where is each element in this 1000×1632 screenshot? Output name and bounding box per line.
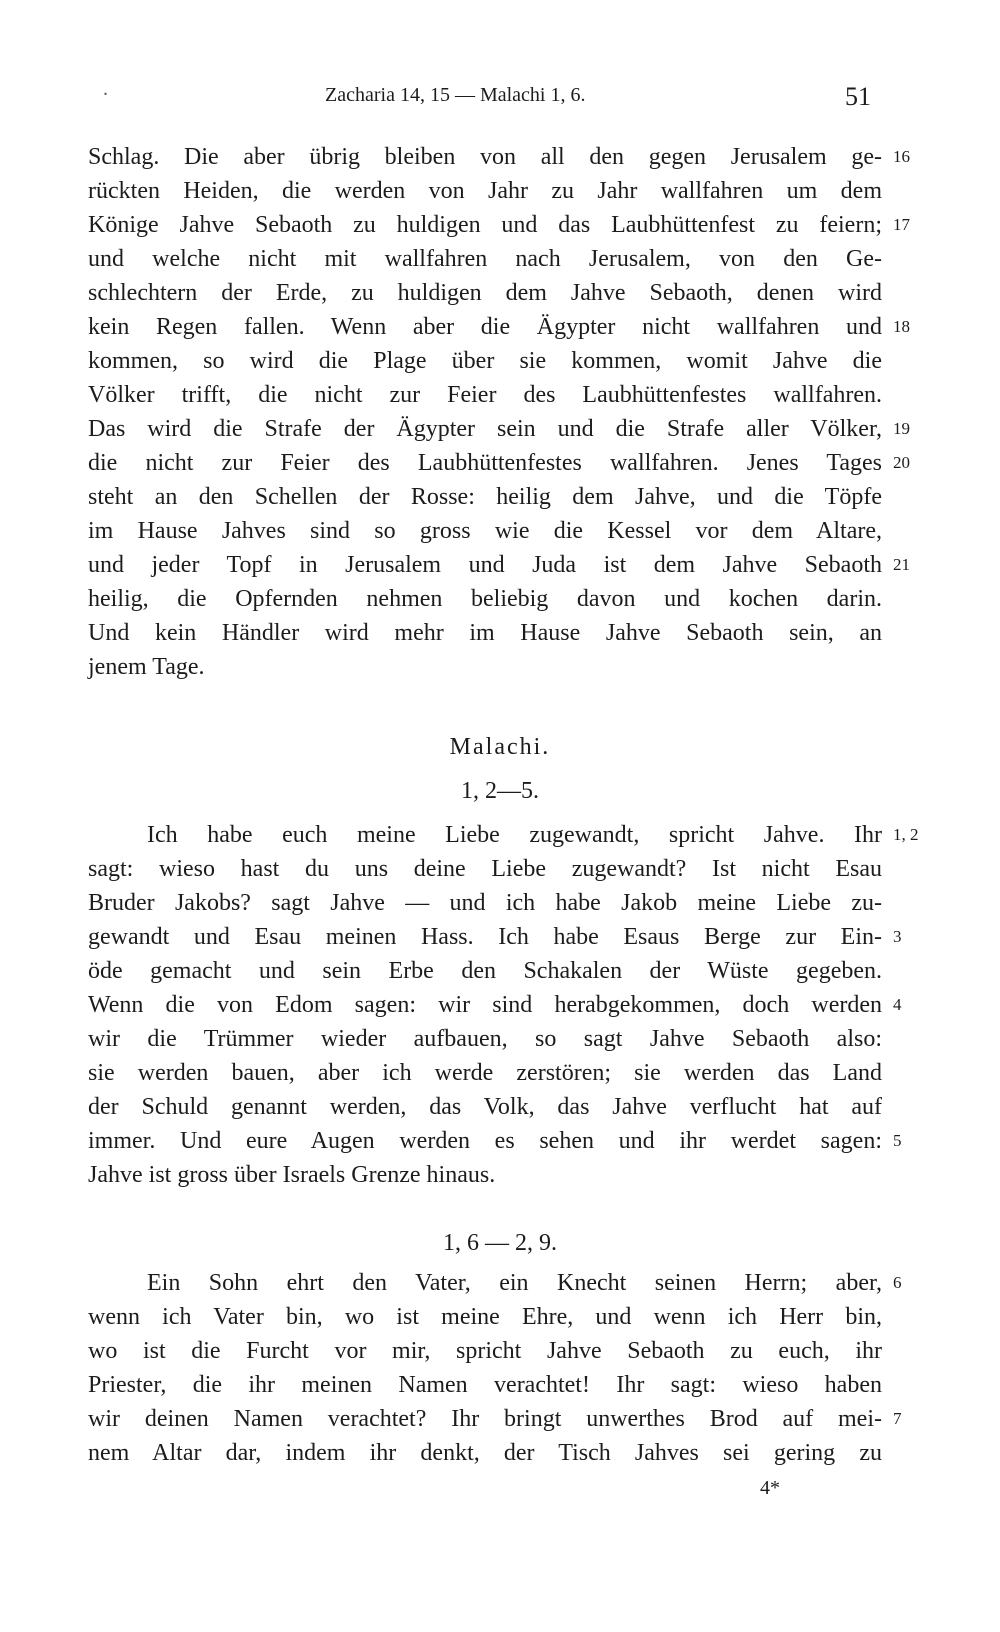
text-line: steht an den Schellen der Rosse: heilig dem Jahve, und die Töpfe [88, 484, 882, 510]
verse-number: 4 [893, 995, 902, 1014]
verse-number: 16 [893, 147, 910, 166]
text-line: Das wird die Strafe der Ägypter sein und die Strafe aller Völker, [88, 416, 882, 442]
margin-mark: . [103, 78, 108, 100]
chapter-heading: 1, 6 — 2, 9. [443, 1230, 557, 1256]
text-line: Könige Jahve Sebaoth zu huldigen und das Laubhüttenfest zu feiern; [88, 212, 882, 238]
text-line: und jeder Topf in Jerusalem und Juda ist dem Jahve Sebaoth [88, 552, 882, 578]
verse-number: 19 [893, 419, 910, 438]
verse-number: 21 [893, 555, 910, 574]
text-line: Ein Sohn ehrt den Vater, ein Knecht seinen Herrn; aber, [147, 1270, 882, 1296]
text-line: kommen, so wird die Plage über sie kommen, womit Jahve die [88, 348, 882, 374]
verse-number: 7 [893, 1409, 902, 1428]
running-head: Zacharia 14, 15 — Malachi 1, 6. [325, 84, 586, 106]
text-line: wo ist die Furcht vor mir, spricht Jahve Sebaoth zu euch, ihr [88, 1338, 882, 1364]
chapter-heading: 1, 2—5. [461, 778, 539, 804]
book-heading: Malachi. [449, 734, 551, 760]
text-line: sagt: wieso hast du uns deine Liebe zugewandt? Ist nicht Esau [88, 856, 882, 882]
text-line: wenn ich Vater bin, wo ist meine Ehre, und wenn ich Herr bin, [88, 1304, 882, 1330]
text-line: Und kein Händler wird mehr im Hause Jahve Sebaoth sein, an [88, 620, 882, 646]
text-line: Ich habe euch meine Liebe zugewandt, spricht Jahve. Ihr [147, 822, 882, 848]
text-line: Wenn die von Edom sagen: wir sind herabgekommen, doch werden [88, 992, 882, 1018]
text-line: wir deinen Namen verachtet? Ihr bringt unwerthes Brod auf mei- [88, 1406, 882, 1432]
page-number: 51 [845, 82, 871, 111]
text-line: öde gemacht und sein Erbe den Schakalen der Wüste gegeben. [88, 958, 882, 984]
text-line: heilig, die Opfernden nehmen beliebig davon und kochen darin. [88, 586, 882, 612]
verse-number: 18 [893, 317, 910, 336]
text-line: Bruder Jakobs? sagt Jahve — und ich habe Jakob meine Liebe zu- [88, 890, 882, 916]
signature-mark: 4* [760, 1477, 780, 1499]
text-line: sie werden bauen, aber ich werde zerstören; sie werden das Land [88, 1060, 882, 1086]
text-line: jenem Tage. [88, 654, 205, 680]
text-line: nem Altar dar, indem ihr denkt, der Tisch Jahves sei gering zu [88, 1440, 882, 1466]
text-line: der Schuld genannt werden, das Volk, das Jahve verflucht hat auf [88, 1094, 882, 1120]
verse-number: 1, 2 [893, 825, 919, 844]
text-line: rückten Heiden, die werden von Jahr zu Jahr wallfahren um dem [88, 178, 882, 204]
verse-number: 5 [893, 1131, 902, 1150]
text-line: kein Regen fallen. Wenn aber die Ägypter nicht wallfahren und [88, 314, 882, 340]
text-line: Jahve ist gross über Israels Grenze hinaus. [88, 1162, 496, 1188]
text-line: schlechtern der Erde, zu huldigen dem Jahve Sebaoth, denen wird [88, 280, 882, 306]
page-header [0, 78, 1000, 118]
text-line: Priester, die ihr meinen Namen verachtet! Ihr sagt: wieso haben [88, 1372, 882, 1398]
text-line: im Hause Jahves sind so gross wie die Kessel vor dem Altare, [88, 518, 882, 544]
text-line: gewandt und Esau meinen Hass. Ich habe Esaus Berge zur Ein- [88, 924, 882, 950]
text-line: wir die Trümmer wieder aufbauen, so sagt Jahve Sebaoth also: [88, 1026, 882, 1052]
verse-number: 17 [893, 215, 910, 234]
verse-number: 3 [893, 927, 902, 946]
text-line: immer. Und eure Augen werden es sehen und ihr werdet sagen: [88, 1128, 882, 1154]
verse-number: 20 [893, 453, 910, 472]
text-line: die nicht zur Feier des Laubhüttenfestes wallfahren. Jenes Tages [88, 450, 882, 476]
text-line: Völker trifft, die nicht zur Feier des Laubhüttenfestes wallfahren. [88, 382, 882, 408]
text-line: und welche nicht mit wallfahren nach Jerusalem, von den Ge- [88, 246, 882, 272]
text-line: Schlag. Die aber übrig bleiben von all den gegen Jerusalem ge- [88, 144, 882, 170]
verse-number: 6 [893, 1273, 902, 1292]
